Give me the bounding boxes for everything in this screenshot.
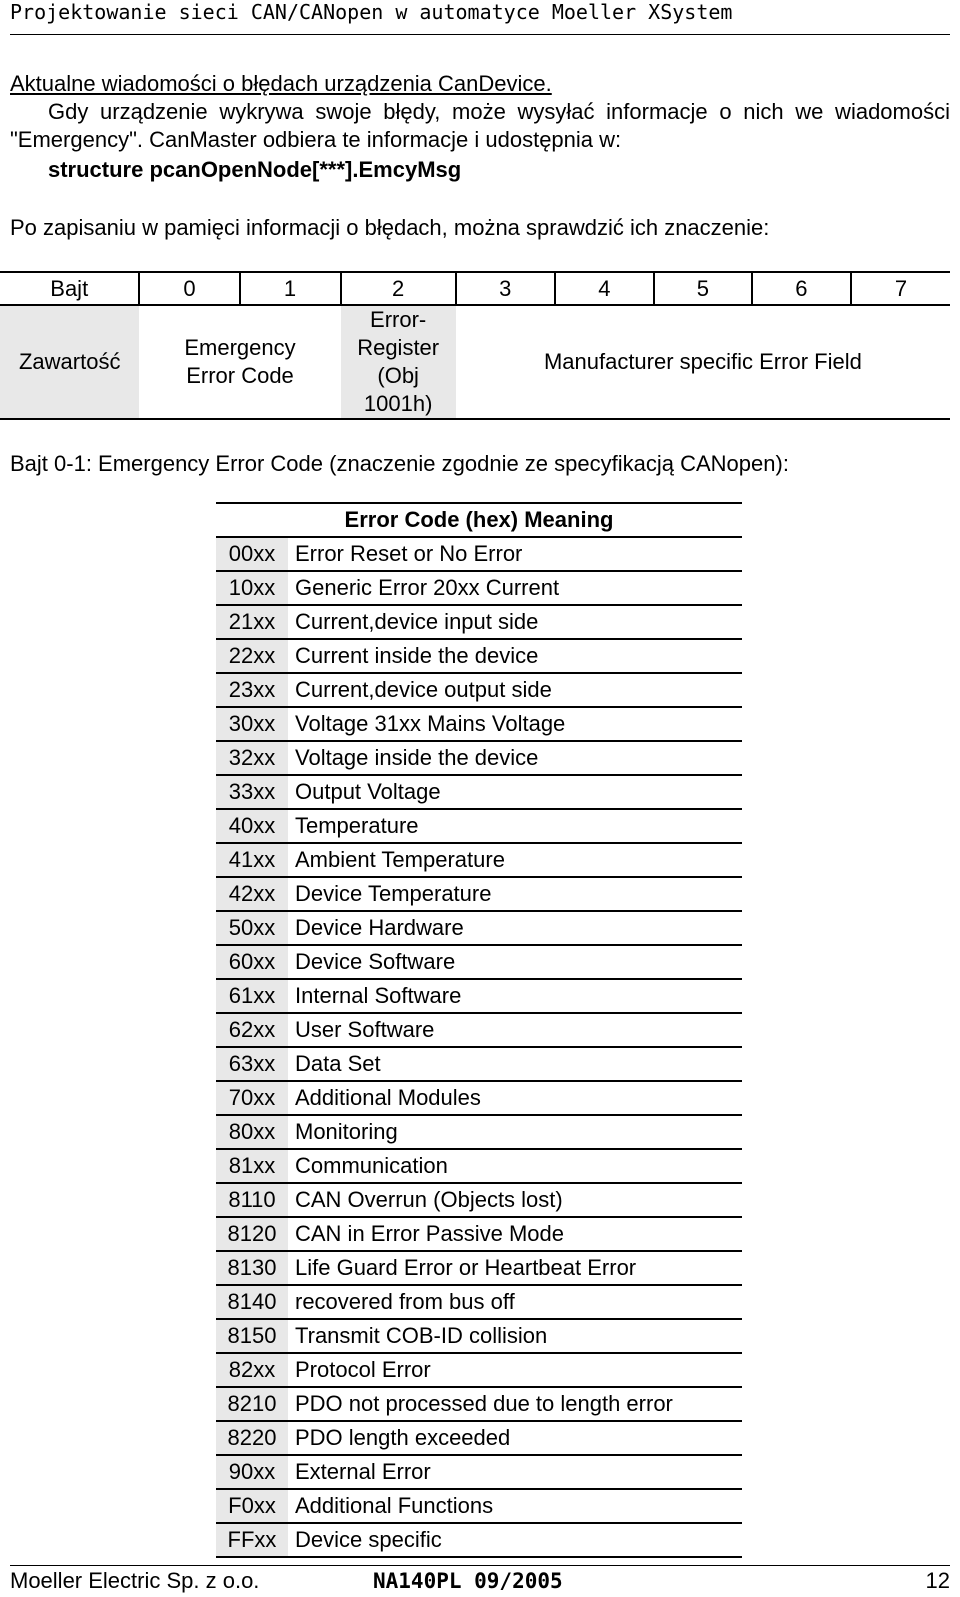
error-meaning: Current,device output side <box>288 673 742 707</box>
byte-index: 0 <box>139 272 239 305</box>
error-meaning: PDO not processed due to length error <box>288 1387 742 1421</box>
error-meaning: External Error <box>288 1455 742 1489</box>
error-meaning: Additional Functions <box>288 1489 742 1523</box>
error-code-row <box>216 1217 742 1251</box>
error-code: 32xx <box>216 741 288 775</box>
error-code: 50xx <box>216 911 288 945</box>
error-meaning: Device Temperature <box>288 877 742 911</box>
byte-index: 4 <box>555 272 654 305</box>
error-code-row <box>216 979 742 1013</box>
error-meaning: Temperature <box>288 809 742 843</box>
footer-divider <box>10 1565 950 1566</box>
error-meaning: Generic Error 20xx Current <box>288 571 742 605</box>
error-code: 8150 <box>216 1319 288 1353</box>
error-code: 61xx <box>216 979 288 1013</box>
error-meaning: CAN in Error Passive Mode <box>288 1217 742 1251</box>
error-code: 22xx <box>216 639 288 673</box>
error-code-row <box>216 1081 742 1115</box>
error-meaning: recovered from bus off <box>288 1285 742 1319</box>
error-code-row <box>216 877 742 911</box>
bytes-note: Bajt 0-1: Emergency Error Code (znaczenie zgodnie ze specyfikacją CANopen): <box>10 451 789 476</box>
byte-index: 2 <box>341 272 456 305</box>
error-code: 40xx <box>216 809 288 843</box>
error-code: 63xx <box>216 1047 288 1081</box>
error-meaning: Voltage inside the device <box>288 741 742 775</box>
error-code: 8210 <box>216 1387 288 1421</box>
error-meaning: Current,device input side <box>288 605 742 639</box>
error-code: 00xx <box>216 537 288 571</box>
error-code: 33xx <box>216 775 288 809</box>
error-meaning: Communication <box>288 1149 742 1183</box>
error-code: 21xx <box>216 605 288 639</box>
error-register-line: (Obj <box>377 363 419 388</box>
byte-header-label: Bajt <box>0 272 139 305</box>
content-row-label: Zawartość <box>0 305 139 419</box>
error-code: FFxx <box>216 1523 288 1557</box>
error-meaning: Error Reset or No Error <box>288 537 742 571</box>
error-code-row <box>216 707 742 741</box>
error-meaning: Current inside the device <box>288 639 742 673</box>
error-code: 41xx <box>216 843 288 877</box>
intro-paragraph <box>10 98 950 154</box>
error-register-line: Error- <box>370 307 427 332</box>
error-code: 8120 <box>216 1217 288 1251</box>
error-code-table <box>216 502 742 1558</box>
error-code-row <box>216 639 742 673</box>
header-divider <box>10 34 950 35</box>
error-code-row <box>216 1115 742 1149</box>
error-code-row <box>216 605 742 639</box>
manufacturer-field-cell: Manufacturer specific Error Field <box>456 305 950 419</box>
error-code-row <box>216 571 742 605</box>
error-code-row <box>216 1455 742 1489</box>
error-meaning: Device Hardware <box>288 911 742 945</box>
emergency-error-code-line: Error Code <box>186 363 294 388</box>
error-meaning: CAN Overrun (Objects lost) <box>288 1183 742 1217</box>
error-meaning: PDO length exceeded <box>288 1421 742 1455</box>
error-register-line: 1001h) <box>363 391 433 416</box>
emergency-error-code-cell <box>139 305 340 419</box>
footer-doc-id: NA140PL 09/2005 <box>373 1569 563 1593</box>
error-register-cell <box>341 305 456 419</box>
error-code-row <box>216 1353 742 1387</box>
error-code-header-row <box>216 503 742 537</box>
intro-text: Gdy urządzenie wykrywa swoje błędy, może wysyłać informacje o nich we wiadomości "Emergency". CanMaster odbiera te informacje i udostępnia w: <box>10 99 950 152</box>
error-code-row <box>216 843 742 877</box>
error-code: 8130 <box>216 1251 288 1285</box>
error-code-row <box>216 1387 742 1421</box>
error-code: 90xx <box>216 1455 288 1489</box>
error-meaning: Ambient Temperature <box>288 843 742 877</box>
error-code: 60xx <box>216 945 288 979</box>
page-header: Projektowanie sieci CAN/CANopen w automatyce Moeller XSystem <box>10 0 733 24</box>
error-code-row <box>216 809 742 843</box>
error-meaning: Device specific <box>288 1523 742 1557</box>
error-meaning: Device Software <box>288 945 742 979</box>
byte-index: 7 <box>851 272 950 305</box>
error-code: 23xx <box>216 673 288 707</box>
error-meaning: Transmit COB-ID collision <box>288 1319 742 1353</box>
error-code-header: Error Code (hex) Meaning <box>216 503 742 537</box>
error-code-row <box>216 1251 742 1285</box>
byte-index: 1 <box>240 272 341 305</box>
error-code: 42xx <box>216 877 288 911</box>
error-meaning: Monitoring <box>288 1115 742 1149</box>
page-number: 12 <box>925 1568 950 1593</box>
error-meaning: Internal Software <box>288 979 742 1013</box>
error-meaning: Additional Modules <box>288 1081 742 1115</box>
error-code: 70xx <box>216 1081 288 1115</box>
error-meaning: Voltage 31xx Mains Voltage <box>288 707 742 741</box>
check-meaning-text: Po zapisaniu w pamięci informacji o błędach, można sprawdzić ich znaczenie: <box>10 215 770 240</box>
byte-content-row <box>0 305 950 419</box>
error-code-row <box>216 741 742 775</box>
error-code-row <box>216 1523 742 1557</box>
error-meaning: Output Voltage <box>288 775 742 809</box>
error-meaning: Data Set <box>288 1047 742 1081</box>
error-code: 81xx <box>216 1149 288 1183</box>
error-code: 62xx <box>216 1013 288 1047</box>
error-code-row <box>216 1183 742 1217</box>
footer-company: Moeller Electric Sp. z o.o. <box>10 1568 260 1593</box>
error-code: 10xx <box>216 571 288 605</box>
error-meaning: Protocol Error <box>288 1353 742 1387</box>
error-code: 8110 <box>216 1183 288 1217</box>
error-code-row <box>216 775 742 809</box>
error-code: 80xx <box>216 1115 288 1149</box>
error-code: F0xx <box>216 1489 288 1523</box>
byte-layout-table <box>0 271 950 420</box>
error-meaning: Life Guard Error or Heartbeat Error <box>288 1251 742 1285</box>
byte-index: 6 <box>752 272 851 305</box>
error-code-row <box>216 1285 742 1319</box>
error-code: 8140 <box>216 1285 288 1319</box>
error-code-row <box>216 673 742 707</box>
error-code-row <box>216 1149 742 1183</box>
error-meaning: User Software <box>288 1013 742 1047</box>
error-code-row <box>216 1047 742 1081</box>
emergency-error-code-line: Emergency <box>184 335 296 360</box>
error-code-row <box>216 1421 742 1455</box>
structure-name: structure pcanOpenNode[***].EmcyMsg <box>48 157 462 182</box>
error-code: 30xx <box>216 707 288 741</box>
error-code-row <box>216 1489 742 1523</box>
error-code-row <box>216 1013 742 1047</box>
error-register-line: Register <box>357 335 440 360</box>
error-code: 8220 <box>216 1421 288 1455</box>
error-code-row <box>216 537 742 571</box>
error-code-row <box>216 1319 742 1353</box>
section-title: Aktualne wiadomości o błędach urządzenia CanDevice. <box>10 71 552 96</box>
error-code: 82xx <box>216 1353 288 1387</box>
byte-index: 5 <box>654 272 752 305</box>
error-code-row <box>216 911 742 945</box>
error-code-rows <box>216 537 742 1557</box>
error-code-row <box>216 945 742 979</box>
byte-header-row <box>0 272 950 305</box>
byte-index: 3 <box>456 272 555 305</box>
